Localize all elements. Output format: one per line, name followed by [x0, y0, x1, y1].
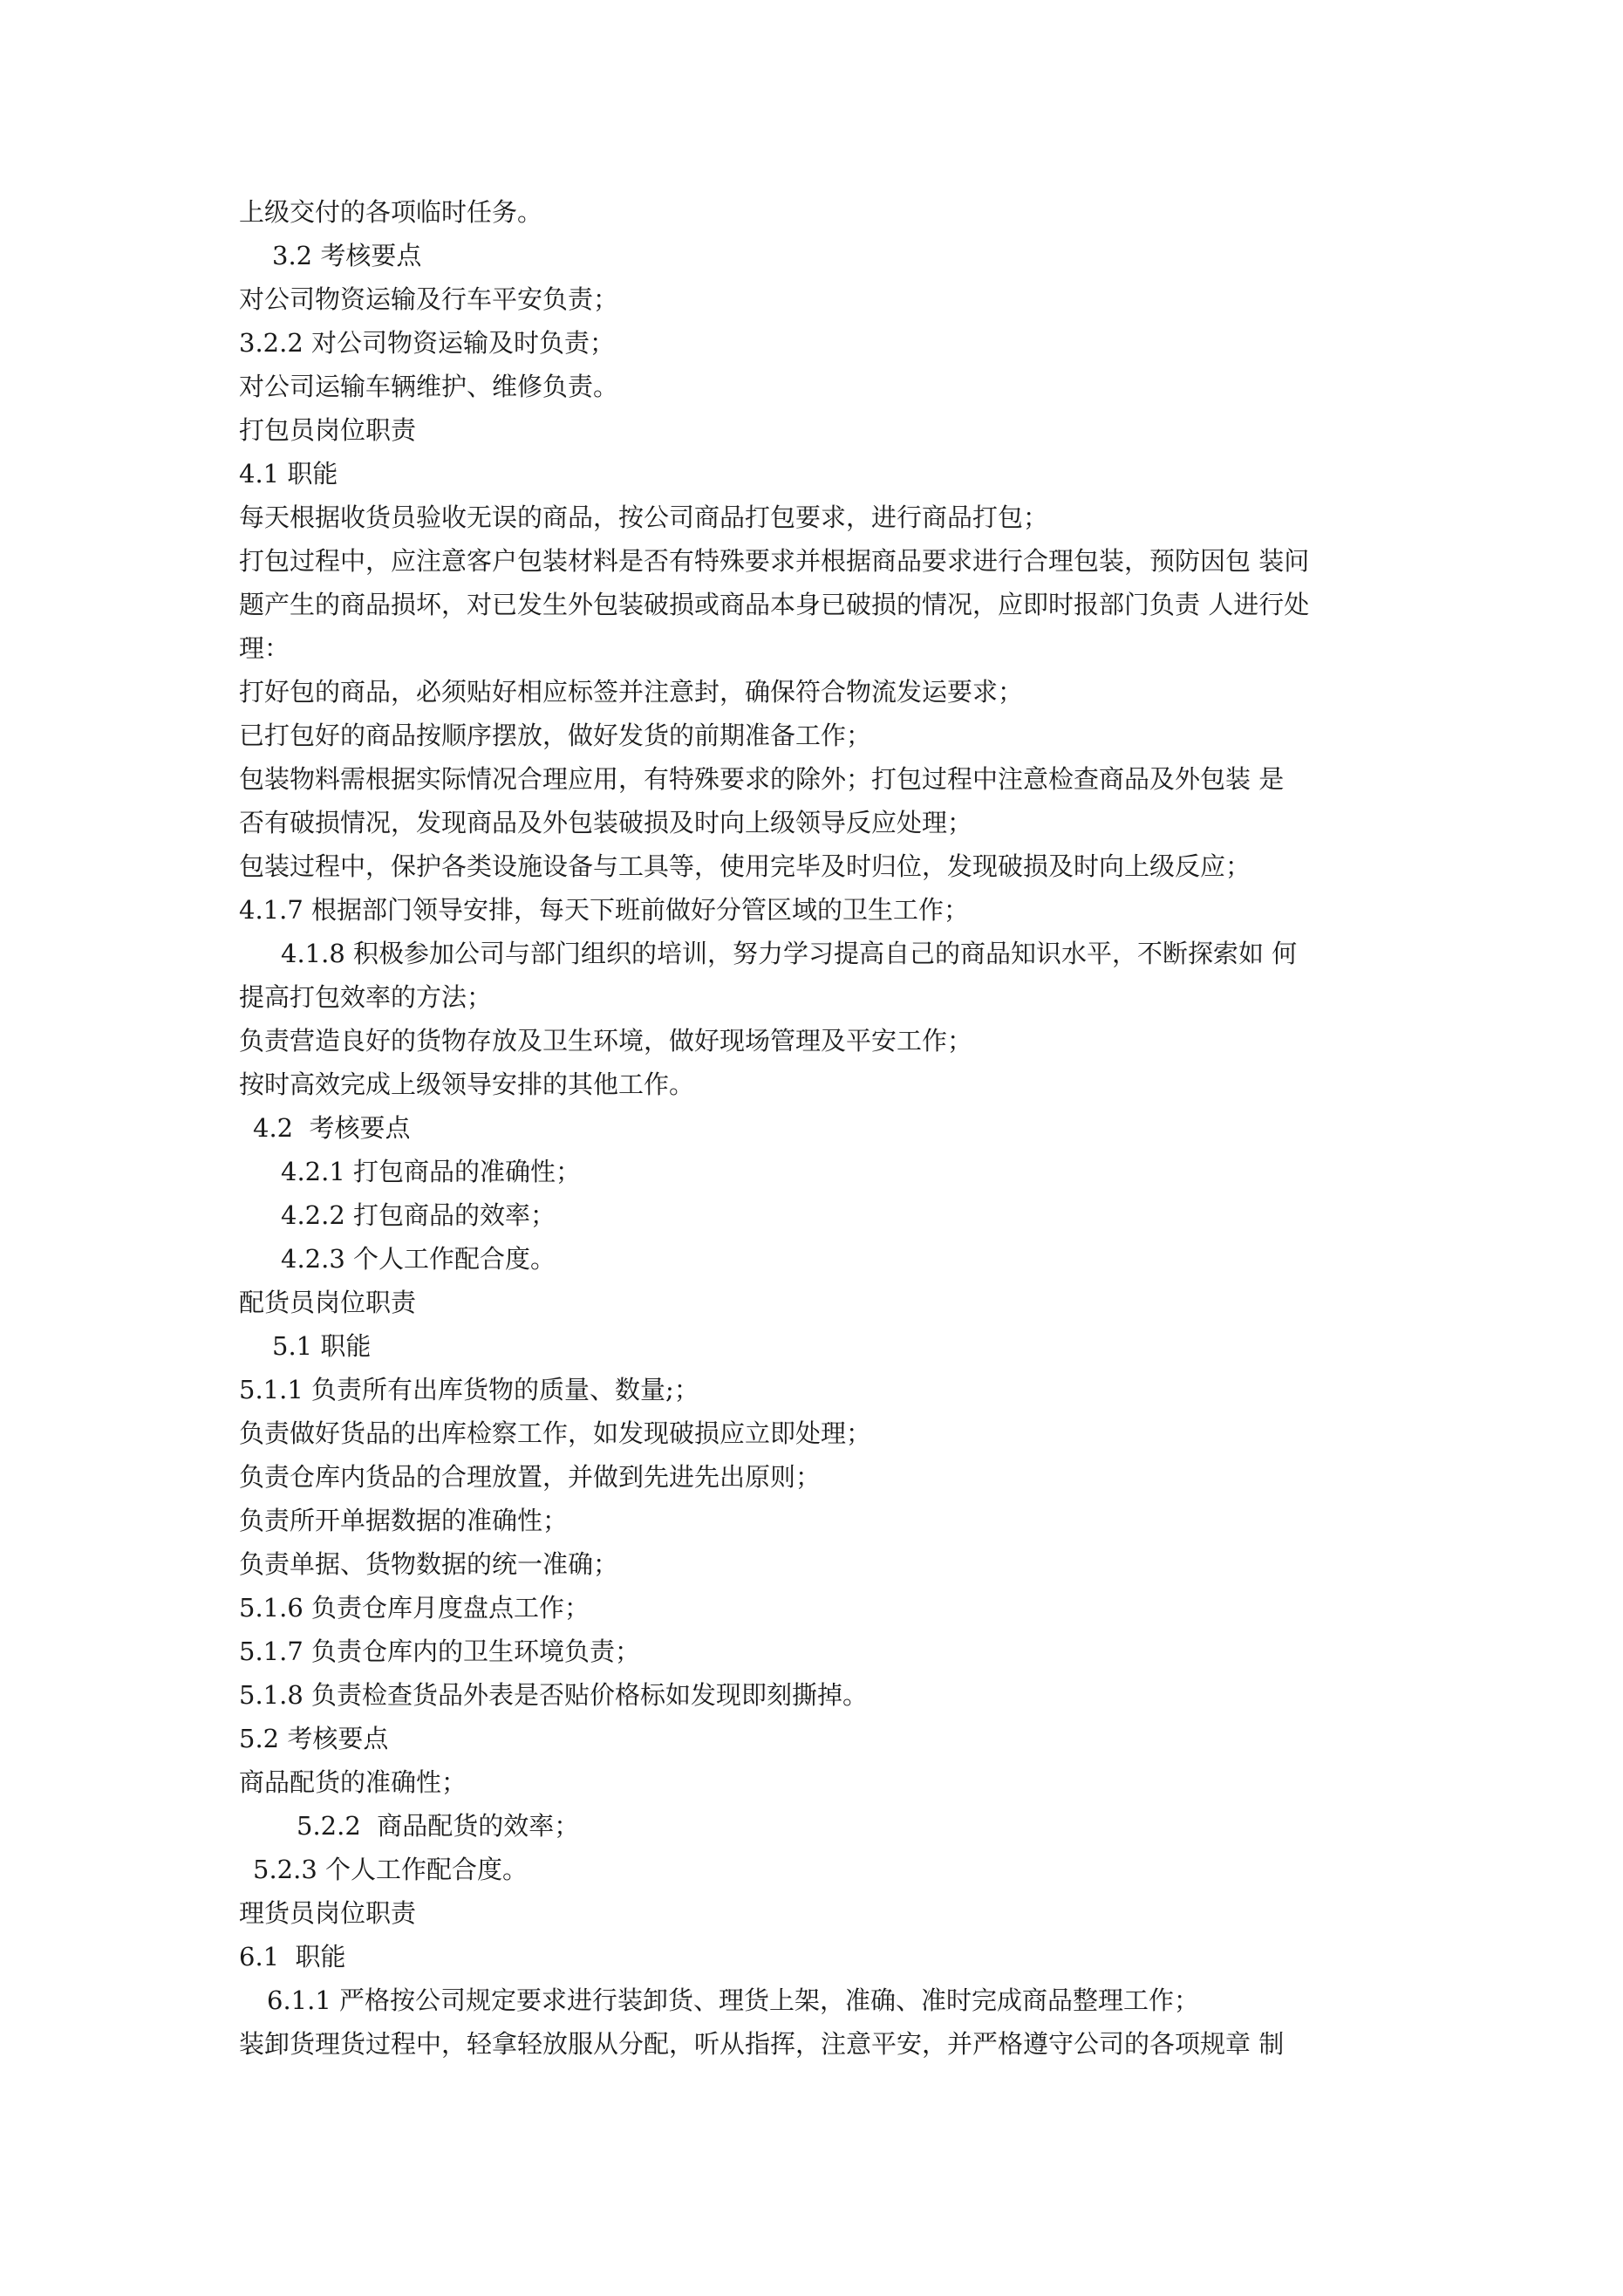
text-line: 对公司运输车辆维护、维修负责。: [239, 372, 619, 401]
text-line: 负责仓库内货品的合理放置，并做到先进先出原则；: [239, 1462, 822, 1492]
text-line: 按时高效完成上级领导安排的其他工作。: [239, 1069, 695, 1099]
text-line: 负责单据、货物数据的统一准确；: [239, 1549, 619, 1579]
text-line: 否有破损情况，发现商品及外包装破损及时向上级领导反应处理；: [239, 808, 973, 837]
text-line: 6.1.1 严格按公司规定要求进行装卸货、理货上架，准确、准时完成商品整理工作；: [267, 1985, 1200, 2015]
text-line: 理：: [239, 633, 290, 663]
text-line: 包装过程中，保护各类设施设备与工具等，使用完毕及时归位，发现破损及时向上级反应；: [239, 851, 1251, 881]
text-line: 4.2.1 打包商品的准确性；: [281, 1157, 582, 1186]
section-heading: 打包员岗位职责: [239, 415, 417, 445]
text-line: 5.1.6 负责仓库月度盘点工作；: [239, 1593, 590, 1623]
text-line: 3.2.2 对公司物资运输及时负责；: [239, 328, 616, 358]
text-line: 负责做好货品的出库检察工作，如发现破损应立即处理；: [239, 1418, 872, 1448]
text-line: 负责所开单据数据的准确性；: [239, 1506, 569, 1535]
section-heading: 5.2 考核要点: [239, 1724, 389, 1753]
section-heading: 4.1 职能: [239, 459, 338, 489]
section-heading: 6.1 职能: [239, 1942, 346, 1971]
text-line: 包装物料需根据实际情况合理应用，有特殊要求的除外；打包过程中注意检查商品及外包装 是: [239, 764, 1285, 794]
text-line: 每天根据收货员验收无误的商品，按公司商品打包要求，进行商品打包；: [239, 502, 1049, 532]
text-line: 提高打包效率的方法；: [239, 982, 493, 1012]
section-heading: 4.2 考核要点: [253, 1113, 411, 1143]
text-line: 4.2.2 打包商品的效率；: [281, 1200, 556, 1230]
text-line: 装卸货理货过程中，轻拿轻放服从分配，听从指挥，注意平安，并严格遵守公司的各项规章 制: [239, 2029, 1285, 2059]
section-heading: 5.1 职能: [272, 1331, 372, 1361]
section-heading: 理货员岗位职责: [239, 1898, 417, 1928]
text-line: 题产生的商品损坏，对已发生外包装破损或商品本身已破损的情况，应即时报部门负责 人进行处: [239, 590, 1310, 619]
text-line: 5.1.1 负责所有出库货物的质量、数量;；: [239, 1375, 699, 1404]
text-line: 负责营造良好的货物存放及卫生环境，做好现场管理及平安工作；: [239, 1026, 973, 1056]
text-line: 4.1.8 积极参加公司与部门组织的培训，努力学习提高自己的商品知识水平，不断探索如 何: [281, 939, 1298, 968]
section-heading: 3.2 考核要点: [272, 241, 422, 270]
text-line: 5.2.2 商品配货的效率；: [297, 1811, 580, 1841]
text-line: 4.1.7 根据部门领导安排，每天下班前做好分管区域的卫生工作；: [239, 895, 970, 925]
text-line: 5.1.7 负责仓库内的卫生环境负责；: [239, 1637, 641, 1666]
text-line: 4.2.3 个人工作配合度。: [281, 1244, 556, 1274]
text-line: 上级交付的各项临时任务。: [239, 197, 543, 227]
text-line: 已打包好的商品按顺序摆放，做好发货的前期准备工作；: [239, 721, 872, 750]
text-line: 5.1.8 负责检查货品外表是否贴价格标如发现即刻撕掉。: [239, 1680, 869, 1710]
text-line: 打好包的商品，必须贴好相应标签并注意封，确保符合物流发运要求；: [239, 677, 1024, 707]
section-heading: 配货员岗位职责: [239, 1288, 417, 1317]
text-line: 5.2.3 个人工作配合度。: [253, 1855, 528, 1884]
text-line: 打包过程中，应注意客户包装材料是否有特殊要求并根据商品要求进行合理包装，预防因包 装问: [239, 546, 1310, 576]
text-line: 对公司物资运输及行车平安负责；: [239, 284, 619, 314]
text-line: 商品配货的准确性；: [239, 1767, 467, 1797]
